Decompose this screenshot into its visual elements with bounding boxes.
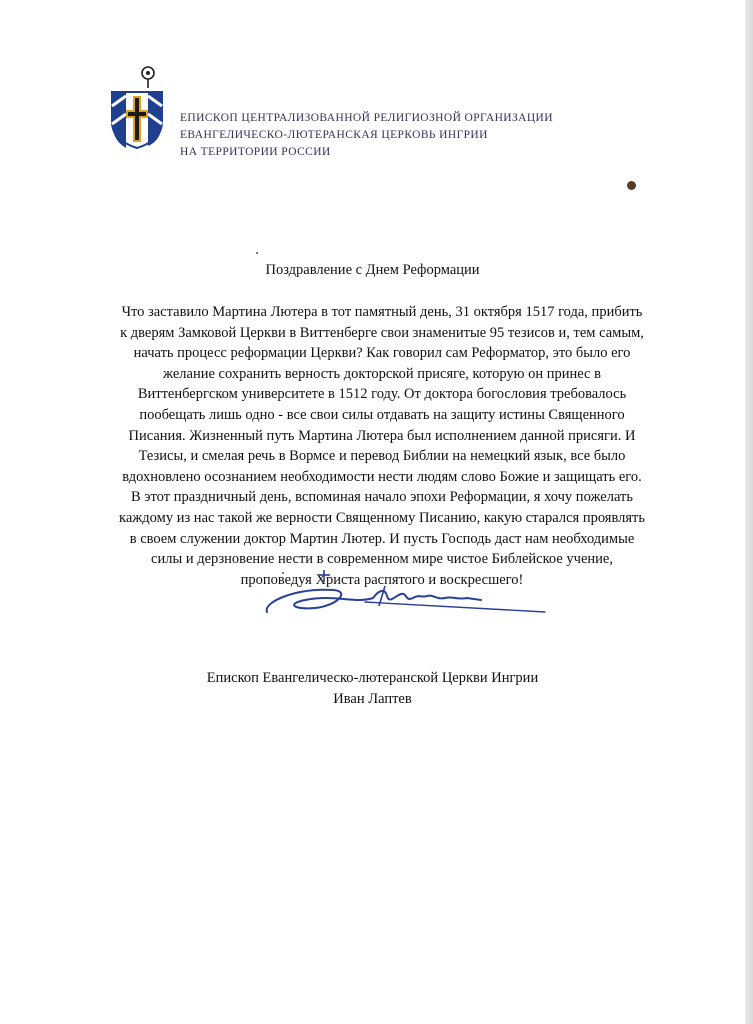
body-line: Виттенбергском университете в 1512 году. От доктора богословия требовалось — [137, 386, 627, 403]
letterhead-line-1: ЕПИСКОП ЦЕНТРАЛИЗОВАННОЙ РЕЛИГИОЗНОЙ ОРГАНИЗАЦИИ — [180, 112, 553, 124]
body-line: В этот праздничный день, вспоминая начало эпохи Реформации, я хочу пожелать — [131, 489, 633, 506]
ink-spot — [627, 181, 636, 190]
body-line: Писания. Жизненный путь Мартина Лютера был исполнением данной присяги. И — [128, 427, 636, 444]
letterhead-line-2: ЕВАНГЕЛИЧЕСКО-ЛЮТЕРАНСКАЯ ЦЕРКОВЬ ИНГРИИ — [180, 129, 488, 141]
letterhead — [100, 62, 560, 162]
page-edge — [745, 0, 753, 1024]
body-line: силы и дерзновение нести в современном мире чистое Библейское учение, — [151, 551, 613, 568]
signer-title: Епископ Евангелическо-лютеранской Церкви Ингрии — [206, 670, 539, 686]
body-line: проповедуя Христа распятого и воскресшего! — [240, 571, 524, 588]
letterhead-line-3: НА ТЕРРИТОРИИ РОССИИ — [180, 146, 331, 158]
signature-block — [0, 668, 745, 710]
letter-body — [92, 302, 672, 590]
handwritten-signature — [255, 568, 555, 628]
body-line: вдохновлено осознанием необходимости нести людям слово Божие и защищать его. — [122, 468, 642, 485]
body-line: в своем служении доктор Мартин Лютер. И пусть Господь даст нам необходимые — [129, 530, 635, 547]
body-line: пообещать лишь одно - все свои силы отдавать на защиту истины Священного — [139, 406, 625, 423]
body-line: желание сохранить верность докторской присяге, которую он принес в — [163, 365, 601, 382]
signer-name: Иван Лаптев — [333, 691, 412, 707]
paper-speck — [256, 252, 258, 254]
body-line: Что заставило Мартина Лютера в тот памятный день, 31 октября 1517 года, прибить — [121, 304, 643, 320]
church-coat-of-arms-icon — [100, 62, 174, 150]
body-line: начать процесс реформации Церкви? Как говорил сам Реформатор, это было его — [133, 345, 631, 362]
body-line: каждому из нас такой же верности Священному Писанию, какую старался проявлять — [119, 509, 645, 526]
letter-title: Поздравление с Днем Реформации — [265, 262, 480, 278]
letterhead-organization — [180, 110, 553, 161]
body-line: к дверям Замковой Церкви в Виттенберге свои знаменитые 95 тезисов и, тем самым, — [120, 324, 644, 341]
body-line: Тезисы, и смелая речь в Вормсе и перевод Библии на немецкий язык, все было — [138, 448, 626, 465]
